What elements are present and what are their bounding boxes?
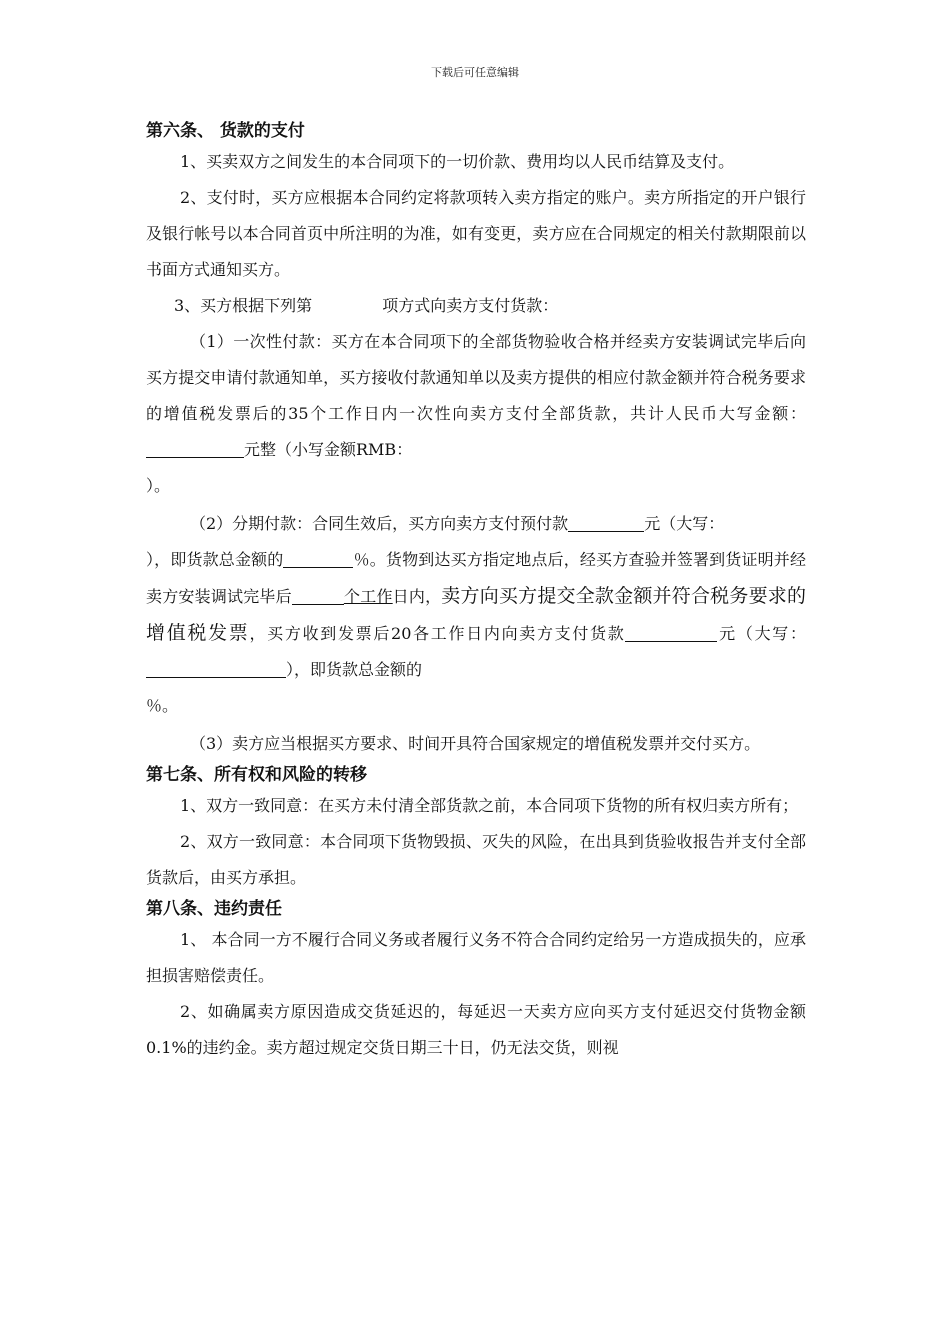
article-7-clause-1: 1、双方一致同意：在买方未付清全部货款之前，本合同项下货物的所有权归卖方所有； — [180, 796, 799, 815]
payment-blank[interactable] — [625, 623, 717, 642]
article-6-clause-3 — [146, 288, 806, 324]
option-3-invoice: （3）卖方应当根据买方要求、时间开具符合国家规定的增值税发票并交付买方。 — [190, 734, 761, 753]
prepayment-blank[interactable] — [568, 513, 644, 532]
article-8-clause-1: 1、 本合同一方不履行合同义务或者履行义务不符合合同约定给另一方造成损失的，应承担损害赔偿责任。 — [146, 930, 806, 985]
days-blank[interactable] — [292, 586, 344, 605]
option-1-lump-sum: （1）一次性付款：买方在本合同项下的全部货物验收合格并经卖方安装调试完毕后向买方提交申请付款通知单，买方接收付款通知单以及卖方提供的相应付款金额并符合税务要求的增值税发票后的35个工作日内一次性向卖方支付全部货款，共计人民币大写金额：元整（小写金额RMB： ）。 — [146, 332, 806, 495]
article-8-title: 第八条、违约责任 — [146, 899, 282, 919]
article-6-clause-2: 2、支付时，买方应根据本合同约定将款项转入卖方指定的账户。卖方所指定的开户银行及银行帐号以本合同首页中所注明的为准，如有变更，卖方应在合同规定的相关付款期限前以书面方式通知买方。 — [146, 188, 806, 279]
article-7-title: 第七条、所有权和风险的转移 — [146, 765, 367, 785]
article-6-clause-1: 1、买卖双方之间发生的本合同项下的一切价款、费用均以人民币结算及支付。 — [180, 152, 735, 171]
percent-blank[interactable] — [283, 549, 353, 568]
article-7-clause-2: 2、双方一致同意：本合同项下货物毁损、灭失的风险，在出具到货验收报告并支付全部货款后，由买方承担。 — [146, 832, 806, 887]
amount-blank[interactable] — [146, 439, 244, 458]
option-2-installment: （2）分期付款：合同生效后，买方向卖方支付预付款 元（大写： ），即货款总金额的 ％。货物到达买方指定地点后，经买方查验并签署到货证明并经卖方安装调试完毕后 个工作日内，卖方向买方提交全款金额并符合税务要求的增值税发票，买方收到发票后20各工作日内向卖方支付货款 元（大写：），即货款总金额的 ％。 — [146, 514, 806, 715]
clause-3-text-a: 3、买方根据下列第 — [174, 296, 313, 315]
article-8-clause-2: 2、如确属卖方原因造成交货延迟的，每延迟一天卖方应向买方支付延迟交付货物金额0.1%的违约金。卖方超过规定交货日期三十日，仍无法交货，则视 — [146, 1002, 806, 1057]
page-header: 下载后可任意编辑 — [431, 66, 519, 79]
article-6-title: 第六条、 货款的支付 — [146, 121, 305, 141]
document-body — [146, 118, 806, 1066]
clause-3-text-b: 项方式向卖方支付货款： — [382, 296, 559, 315]
uppercase-blank[interactable] — [146, 659, 286, 678]
